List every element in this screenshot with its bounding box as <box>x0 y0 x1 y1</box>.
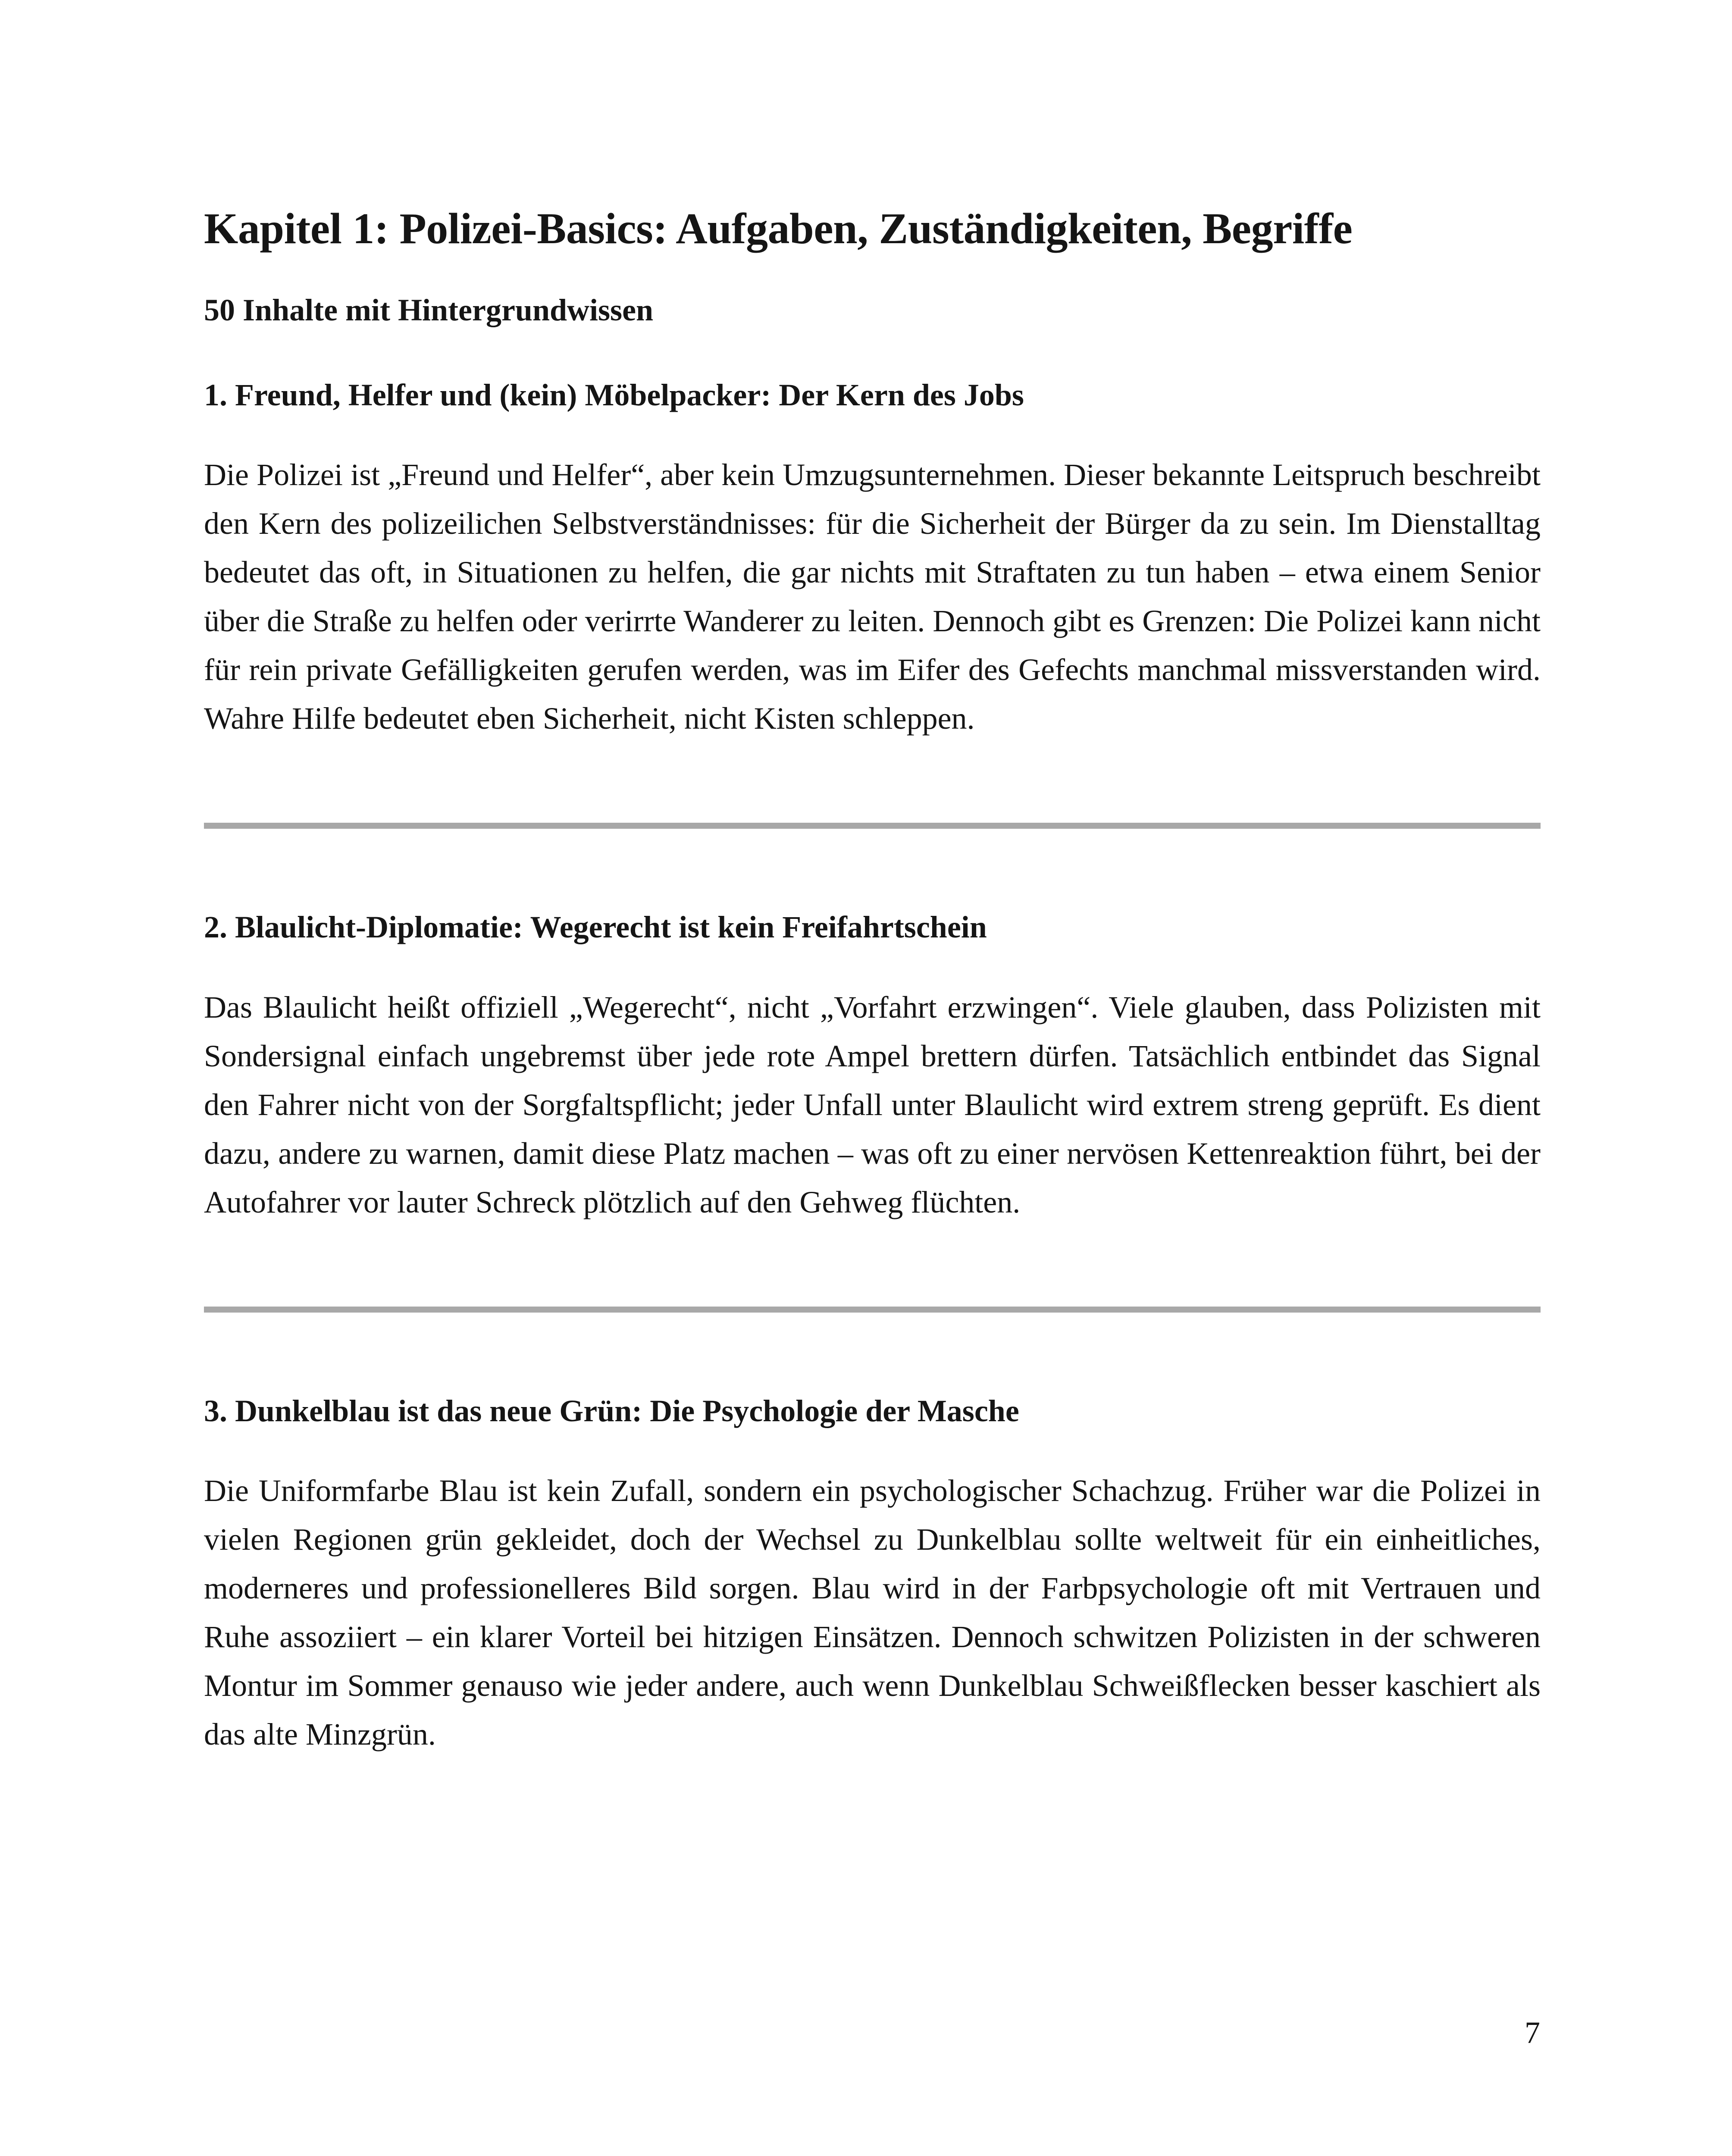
section-1 <box>204 376 1541 743</box>
section-2 <box>204 909 1541 1226</box>
section-title: 2. Blaulicht-Diplomatie: Wegerecht ist kein Freifahrtschein <box>204 910 987 945</box>
section-body: Die Polizei ist „Freund und Helfer“, aber kein Umzugsunternehmen. Dieser bekannte Leitspruch beschreibt den Kern des polizeilichen Selbstverständnisses: für die Sicherheit der Bürger da zu sein. Im Dienstalltag bedeutet das oft, in Situationen zu helfen, die gar nichts mit Straftaten zu tun haben – etwa einem Senior über die Straße zu helfen oder verirrte Wanderer zu leiten. Dennoch gibt es Grenzen: Die Polizei kann nicht für rein private Gefälligkeiten gerufen werden, was im Eifer des Gefechts manchmal missverstanden wird. Wahre Hilfe bedeutet eben Sicherheit, nicht Kisten schleppen. <box>204 458 1541 736</box>
section-body: Das Blaulicht heißt offiziell „Wegerecht“, nicht „Vorfahrt erzwingen“. Viele glauben, dass Polizisten mit Sondersignal einfach ungebremst über jede rote Ampel brettern dürfen. Tatsächlich entbindet das Signal den Fahrer nicht von der Sorgfaltspflicht; jeder Unfall unter Blaulicht wird extrem streng geprüft. Es dient dazu, andere zu warnen, damit diese Platz machen – was oft zu einer nervösen Kettenreaktion führt, bei der Autofahrer vor lauter Schreck plötzlich auf den Gehweg flüchten. <box>204 990 1541 1219</box>
page-number: 7 <box>1525 2015 1540 2050</box>
section-3 <box>204 1392 1541 1759</box>
chapter-subtitle: 50 Inhalte mit Hintergrundwissen <box>204 293 654 328</box>
section-body: Die Uniformfarbe Blau ist kein Zufall, sondern ein psychologischer Schachzug. Früher war die Polizei in vielen Regionen grün gekleidet, doch der Wechsel zu Dunkelblau sollte weltweit für ein einheitliches, moderneres und professionelleres Bild sorgen. Blau wird in der Farbpsychologie oft mit Vertrauen und Ruhe assoziiert – ein klarer Vorteil bei hitzigen Einsätzen. Dennoch schwitzen Polizisten in der schweren Montur im Sommer genauso wie jeder andere, auch wenn Dunkelblau Schweißflecken besser kaschiert als das alte Minzgrün. <box>204 1473 1541 1752</box>
section-divider <box>204 823 1541 829</box>
section-divider <box>204 1307 1541 1313</box>
section-title: 1. Freund, Helfer und (kein) Möbelpacker: Der Kern des Jobs <box>204 377 1024 412</box>
chapter-title: Kapitel 1: Polizei-Basics: Aufgaben, Zuständigkeiten, Begriffe <box>204 204 1353 253</box>
section-title: 3. Dunkelblau ist das neue Grün: Die Psychologie der Masche <box>204 1393 1019 1428</box>
page-content <box>204 203 1541 1759</box>
